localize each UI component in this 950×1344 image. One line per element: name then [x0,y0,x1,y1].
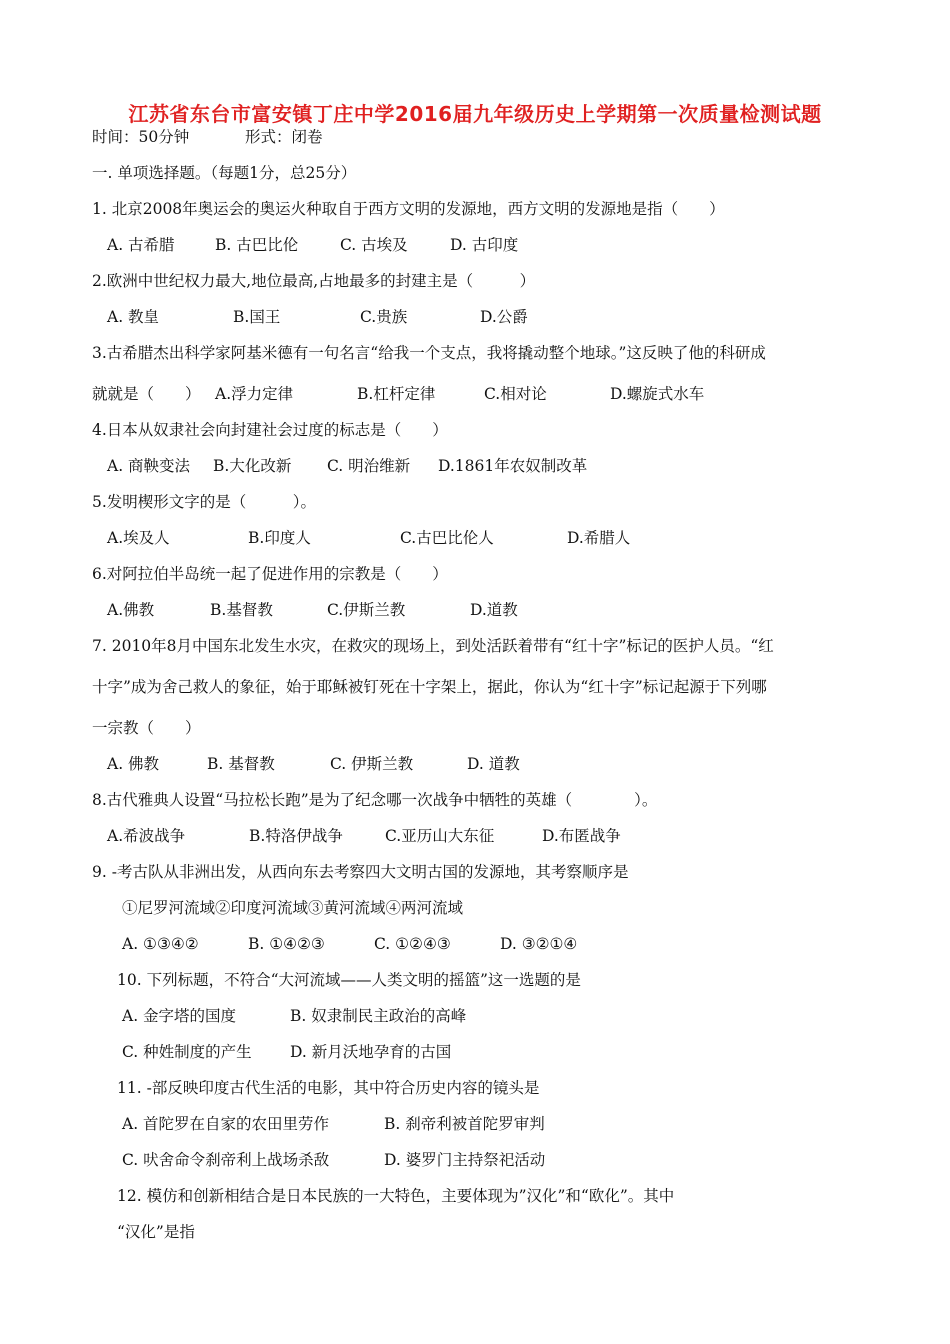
question-11-option-b: B. 刹帝利被首陀罗审判 [384,1115,545,1133]
section-heading: 一. 单项选择题。（每题1分，总25分） [92,164,357,182]
question-3-option-d: D.螺旋式水车 [610,385,705,403]
exam-form: 形式：闭卷 [245,128,323,146]
exam-time: 时间：50分钟 [92,128,190,146]
question-11-option-a: A. 首陀罗在自家的农田里劳作 [122,1115,330,1133]
question-9-list: ①尼罗河流域②印度河流域③黄河流域④两河流域 [122,899,464,917]
question-9-option-a: A. ①③④② [122,935,199,953]
question-7-option-d: D. 道教 [467,755,520,773]
question-2-stem: 2.欧洲中世纪权力最大,地位最高,占地最多的封建主是（ ） [92,272,536,290]
question-6-option-b: B.基督教 [210,601,273,619]
question-5-option-c: C.古巴比伦人 [400,529,494,547]
question-10-option-c: C. 种姓制度的产生 [122,1043,252,1061]
question-7-option-a: A. 佛教 [107,755,160,773]
question-9-option-c: C. ①②④③ [374,935,451,953]
question-8-option-b: B.特洛伊战争 [249,827,343,845]
question-4-option-a: A. 商鞅变法 [107,457,191,475]
question-1-option-c: C. 古埃及 [340,236,408,254]
question-10-stem: 10. 下列标题，不符合“大河流域——人类文明的摇篮”这一选题的是 [117,971,581,989]
question-7-stem-cont2: 一宗教（ ） [92,719,201,737]
question-6-option-d: D.道教 [470,601,518,619]
question-8-stem: 8.古代雅典人设置“马拉松长跑”是为了纪念哪一次战争中牺牲的英雄（ ）。 [92,791,658,809]
question-7-stem: 7. 2010年8月中国东北发生水灾，在救灾的现场上，到处活跃着带有“红十字”标记的医护人员。“红 [92,637,774,655]
question-7-stem-cont: 十字”成为舍己救人的象征，始于耶稣被钉死在十字架上，据此，你认为“红十字”标记起源于下列哪 [92,678,767,696]
question-2-option-a: A. 教皇 [107,308,160,326]
question-10-option-d: D. 新月沃地孕育的古国 [290,1043,452,1061]
question-3-stem-cont: 就就是（ ） [92,385,201,403]
question-11-stem: 11. -部反映印度古代生活的电影，其中符合历史内容的镜头是 [117,1079,540,1097]
question-1-stem: 1. 北京2008年奥运会的奥运火种取自于西方文明的发源地，西方文明的发源地是指（ ） [92,200,725,218]
document-title: 江苏省东台市富安镇丁庄中学2016届九年级历史上学期第一次质量检测试题 [128,102,822,126]
question-6-stem: 6.对阿拉伯半岛统一起了促进作用的宗教是（ ） [92,565,448,583]
question-4-option-b: B.大化改新 [213,457,292,475]
question-9-stem: 9. -考古队从非洲出发，从西向东去考察四大文明古国的发源地，其考察顺序是 [92,863,629,881]
question-4-option-d: D.1861年农奴制改革 [438,457,588,475]
question-2-option-c: C.贵族 [360,308,408,326]
question-6-option-a: A.佛教 [107,601,155,619]
question-11-option-d: D. 婆罗门主持祭祀活动 [384,1151,546,1169]
question-5-option-a: A.埃及人 [107,529,170,547]
question-8-option-c: C.亚历山大东征 [385,827,495,845]
question-4-stem: 4.日本从奴隶社会向封建社会过度的标志是（ ） [92,421,448,439]
question-5-stem: 5.发明楔形文字的是（ ）。 [92,493,317,511]
question-6-option-c: C.伊斯兰教 [327,601,406,619]
question-5-option-d: D.希腊人 [567,529,631,547]
question-4-option-c: C. 明治维新 [327,457,411,475]
question-10-option-b: B. 奴隶制民主政治的高峰 [290,1007,467,1025]
question-7-option-b: B. 基督教 [207,755,275,773]
question-1-option-b: B. 古巴比伦 [215,236,299,254]
question-2-option-d: D.公爵 [480,308,528,326]
question-12-stem: 12. 模仿和创新相结合是日本民族的一大特色，主要体现为”汉化”和“欧化”。其中 [117,1187,675,1205]
question-3-stem: 3.古希腊杰出科学家阿基米德有一句名言“给我一个支点，我将撬动整个地球。”这反映了他的科研成 [92,344,766,362]
question-11-option-c: C. 吠舍命令刹帝利上战场杀敌 [122,1151,330,1169]
question-9-option-b: B. ①④②③ [248,935,325,953]
question-8-option-a: A.希波战争 [107,827,186,845]
question-9-option-d: D. ③②①④ [500,935,578,953]
question-2-option-b: B.国王 [233,308,281,326]
question-10-option-a: A. 金字塔的国度 [122,1007,237,1025]
question-12-stem-cont: “汉化”是指 [117,1223,195,1241]
question-7-option-c: C. 伊斯兰教 [330,755,414,773]
question-3-option-a: A.浮力定律 [215,385,294,403]
question-5-option-b: B.印度人 [248,529,311,547]
question-1-option-a: A. 古希腊 [107,236,175,254]
question-3-option-c: C.相对论 [484,385,547,403]
question-8-option-d: D.布匿战争 [542,827,621,845]
question-1-option-d: D. 古印度 [450,236,519,254]
question-3-option-b: B.杠杆定律 [357,385,436,403]
